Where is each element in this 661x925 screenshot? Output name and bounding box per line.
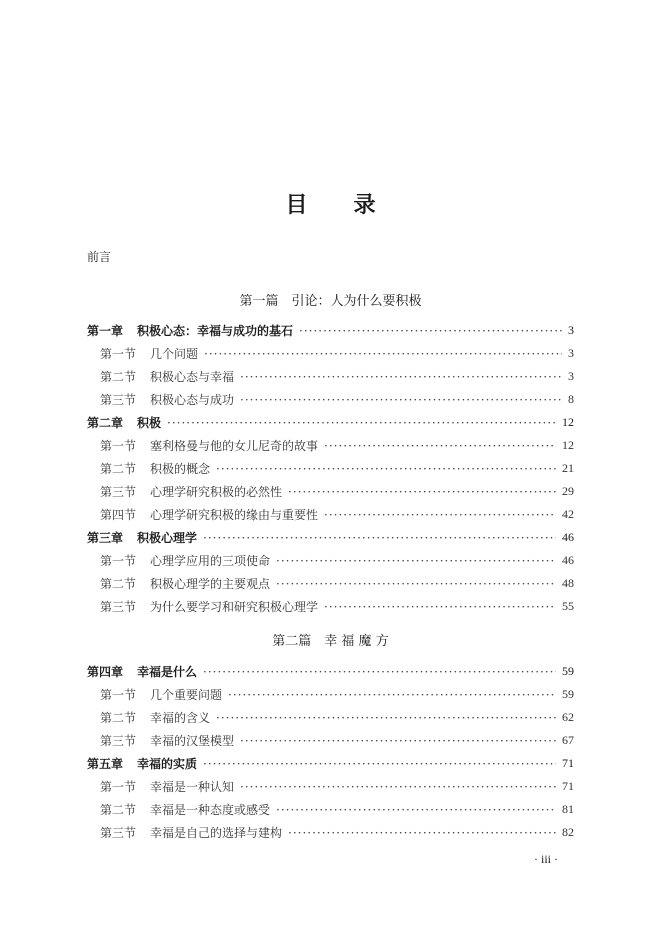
toc-section[interactable]: 第二节 幸福是一种态度或感受 ····· 81 [87,798,574,821]
page-title [0,188,661,219]
toc-section[interactable]: 第一节 几个重要问题 ····· 59 [87,683,574,706]
part-heading-1: 第一篇 引论：人为什么要积极 [239,294,422,309]
toc-section[interactable]: 第三节 幸福是自己的选择与建构 ····· 82 [87,821,574,844]
toc-part-2 [87,660,574,844]
toc-chapter[interactable]: 第五章 幸福的实质 ····· 71 [87,752,574,775]
toc-section[interactable]: 第一节 几个问题 ····· 3 [87,342,574,365]
toc-section[interactable]: 第一节 幸福是一种认知 ····· 71 [87,775,574,798]
toc-section[interactable]: 第三节 幸福的汉堡模型 ····· 67 [87,729,574,752]
toc-section[interactable]: 第二节 积极的概念 ····· 21 [87,457,574,480]
title-right: 录 [353,192,376,218]
title-left: 目 [285,192,308,218]
toc-preface[interactable]: 前言 [87,250,112,264]
toc-section[interactable]: 第二节 积极心理学的主要观点 ····· 48 [87,572,574,595]
toc-section[interactable]: 第一节 心理学应用的三项使命 ····· 46 [87,549,574,572]
toc-chapter[interactable]: 第四章 幸福是什么 ····· 59 [87,660,574,683]
toc-part-1 [87,319,574,618]
toc-chapter[interactable]: 第三章 积极心理学 ····· 46 [87,526,574,549]
page-number: · iii · [534,852,558,866]
toc-section[interactable]: 第三节 为什么要学习和研究积极心理学 ····· 55 [87,595,574,618]
toc-section[interactable]: 第四节 心理学研究积极的缘由与重要性 ····· 42 [87,503,574,526]
toc-chapter[interactable]: 第一章 积极心态：幸福与成功的基石 ····· 3 [87,319,574,342]
toc-section[interactable]: 第三节 积极心态与成功 ····· 8 [87,388,574,411]
part-heading-2: 第二篇 幸 福 魔 方 [272,634,389,649]
toc-section[interactable]: 第一节 塞利格曼与他的女儿尼奇的故事 ····· 12 [87,434,574,457]
toc-section[interactable]: 第三节 心理学研究积极的必然性 ····· 29 [87,480,574,503]
toc-section[interactable]: 第二节 积极心态与幸福 ····· 3 [87,365,574,388]
toc-section[interactable]: 第二节 幸福的含义 ····· 62 [87,706,574,729]
toc-chapter[interactable]: 第二章 积极 ····· 12 [87,411,574,434]
